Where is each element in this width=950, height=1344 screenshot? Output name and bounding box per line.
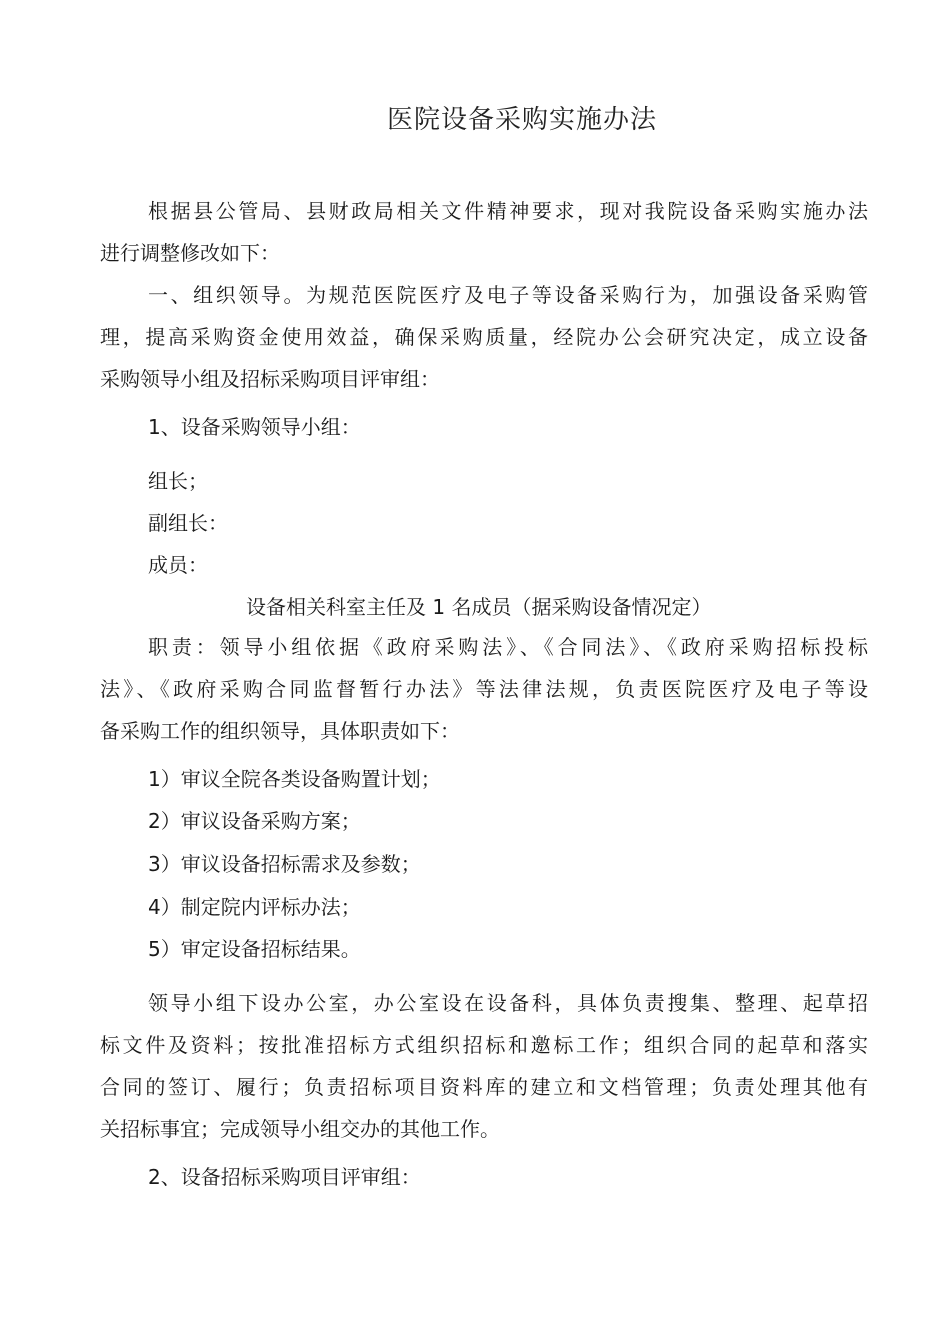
intro-paragraph-line: 进行调整修改如下： [100, 241, 280, 265]
section-1-line: 一、组织领导。为规范医院医疗及电子等设备采购行为，加强设备采购管 [148, 283, 868, 307]
subsection-1-heading: 1、设备采购领导小组： [148, 415, 361, 439]
intro-paragraph-line: 根据县公管局、县财政局相关文件精神要求，现对我院设备采购实施办法 [148, 199, 868, 223]
section-1-line: 采购领导小组及招标采购项目评审组： [100, 367, 440, 391]
duty-list-item: 4）制定院内评标办法； [148, 895, 361, 919]
office-paragraph-line: 合同的签订、履行；负责招标项目资料库的建立和文档管理；负责处理其他有 [100, 1075, 868, 1099]
document-title: 医院设备采购实施办法 [387, 105, 658, 135]
office-paragraph-line: 关招标事宜；完成领导小组交办的其他工作。 [100, 1117, 500, 1141]
office-paragraph-line: 标文件及资料；按批准招标方式组织招标和邀标工作；组织合同的起草和落实 [100, 1033, 868, 1057]
group-leader-line: 组长； [148, 469, 208, 493]
duty-list-item: 3）审议设备招标需求及参数； [148, 852, 421, 876]
deputy-leader-line: 副组长： [148, 511, 228, 535]
duty-list-item: 5）审定设备招标结果。 [148, 937, 361, 961]
duty-paragraph-line: 备采购工作的组织领导，具体职责如下： [100, 719, 460, 743]
office-paragraph-line: 领导小组下设办公室，办公室设在设备科，具体负责搜集、整理、起草招 [148, 991, 868, 1015]
duty-paragraph-line: 法》、《政府采购合同监督暂行办法》等法律法规，负责医院医疗及电子等设 [100, 677, 868, 701]
duty-list-item: 2）审议设备采购方案； [148, 809, 361, 833]
subsection-2-heading: 2、设备招标采购项目评审组： [148, 1165, 421, 1189]
members-detail-line: 设备相关科室主任及 1 名成员（据采购设备情况定） [246, 595, 712, 619]
duty-paragraph-line: 职责：领导小组依据《政府采购法》、《合同法》、《政府采购招标投标 [148, 635, 868, 659]
duty-list-item: 1）审议全院各类设备购置计划； [148, 767, 441, 791]
members-line: 成员： [148, 553, 208, 577]
section-1-line: 理，提高采购资金使用效益，确保采购质量，经院办公会研究决定，成立设备 [100, 325, 868, 349]
